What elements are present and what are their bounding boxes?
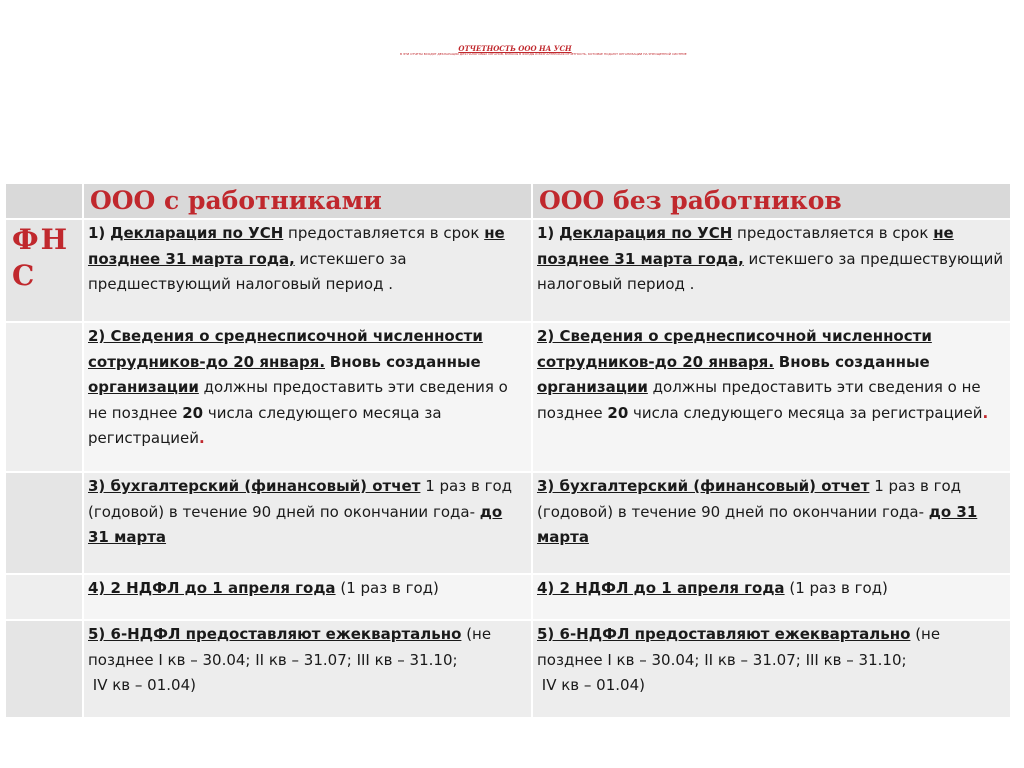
header-with-employees: ООО с работниками xyxy=(83,183,532,219)
page-title: ОТЧЕТНОСТЬ ООО НА УСН xyxy=(458,44,572,53)
table-row xyxy=(5,574,1011,620)
header-without-employees: ООО без работников xyxy=(532,183,1011,219)
row4-with-cell: 4) 2 НДФЛ до 1 апреля года (1 раз в год) xyxy=(83,574,532,620)
table-header-row xyxy=(5,183,1011,219)
label-empty-cell xyxy=(5,472,83,574)
reporting-table xyxy=(4,182,1012,719)
row4-without-cell: 4) 2 НДФЛ до 1 апреля года (1 раз в год) xyxy=(532,574,1011,620)
label-empty-cell xyxy=(5,322,83,472)
row5-with-cell: 5) 6-НДФЛ предоставляют ежеквартально (не позднее I кв – 30.04; II кв – 31.07; III кв – 31.10; IV кв – 01.04) xyxy=(83,620,532,718)
fns-label-cell xyxy=(5,219,83,322)
label-empty-cell xyxy=(5,574,83,620)
fns-label: ФН С xyxy=(12,223,70,292)
page-subtitle: В ЭТИ ОТЧЕТЫ ВХОДЯТ ДЕКЛАРАЦИИ ДЛЯ НАЛОГОВЫХ ОРГАНОВ, ВЗНОСЫ В ФОНДЫ И БУХГАЛТЕРСКАЯ ОТЧЕТНОСТЬ, КОТОРЫЕ ПОДАЮТ ОРГАНИЗАЦИИ НА УПРОЩЕННОЙ СИСТЕМЕ xyxy=(400,52,687,56)
row1-with-cell: 1) Декларация по УСН предоставляется в срок не позднее 31 марта года, истекшего за предшествующий налоговый период . xyxy=(83,219,532,322)
table-row xyxy=(5,472,1011,574)
label-empty-cell xyxy=(5,620,83,718)
row2-without-cell: 2) Сведения о среднесписочной численности сотрудников-до 20 января. Вновь созданные организации должны предоставить эти сведения о не позднее 20 числа следующего месяца за регистрацией. xyxy=(532,322,1011,472)
header-empty-cell xyxy=(5,183,83,219)
row5-without-cell: 5) 6-НДФЛ предоставляют ежеквартально (не позднее I кв – 30.04; II кв – 31.07; III кв – 31.10; IV кв – 01.04) xyxy=(532,620,1011,718)
table-row xyxy=(5,620,1011,718)
table-row xyxy=(5,219,1011,322)
row2-with-cell: 2) Сведения о среднесписочной численности сотрудников-до 20 января. Вновь созданные организации должны предоставить эти сведения о не позднее 20 числа следующего месяца за регистрацией. xyxy=(83,322,532,472)
row3-without-cell: 3) бухгалтерский (финансовый) отчет 1 раз в год (годовой) в течение 90 дней по окончании года- до 31 марта xyxy=(532,472,1011,574)
row3-with-cell: 3) бухгалтерский (финансовый) отчет 1 раз в год (годовой) в течение 90 дней по окончании года- до 31 марта xyxy=(83,472,532,574)
row1-without-cell: 1) Декларация по УСН предоставляется в срок не позднее 31 марта года, истекшего за предшествующий налоговый период . xyxy=(532,219,1011,322)
table-row xyxy=(5,322,1011,472)
